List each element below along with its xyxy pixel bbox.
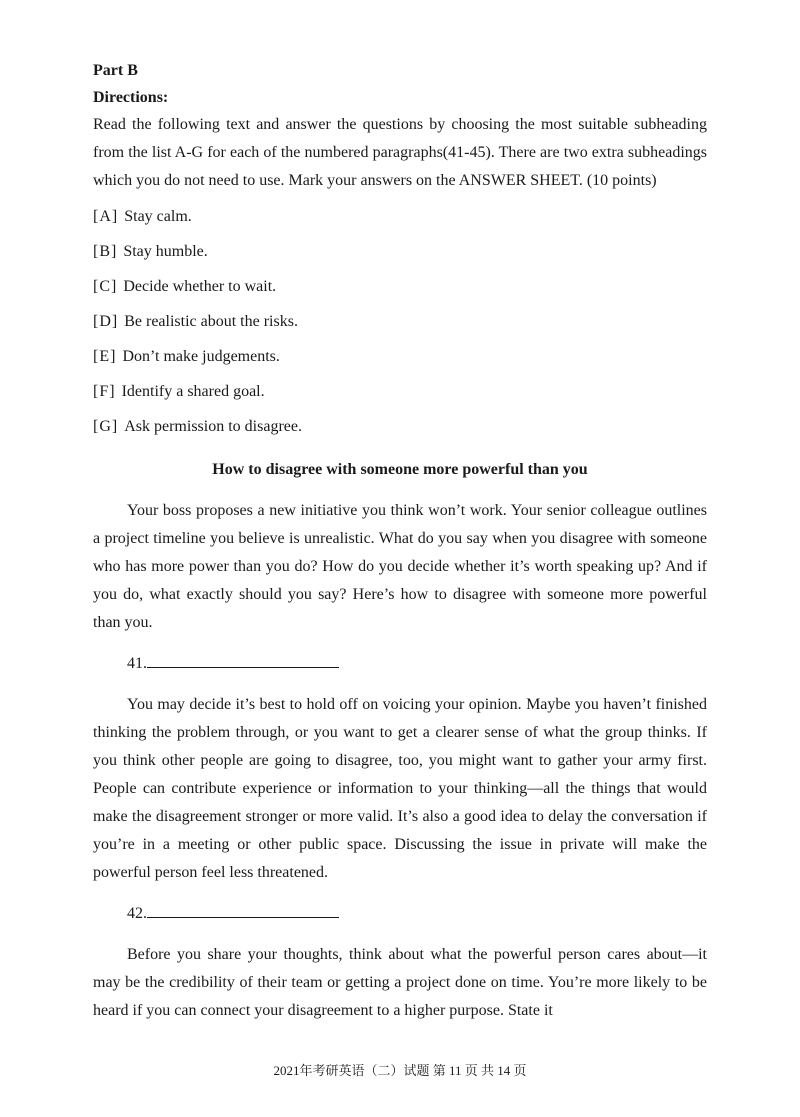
option-text: Stay humble. [123,243,208,260]
option-d [93,312,707,332]
option-letter: [C] [93,278,118,295]
article-title: How to disagree with someone more powerful than you [212,461,588,478]
option-letter: [E] [93,348,117,365]
option-c [93,277,707,297]
question-number: 42. [127,905,147,922]
blank-underline [147,903,339,918]
option-e [93,347,707,367]
option-b [93,242,707,262]
option-letter: [D] [93,313,119,330]
directions-text: Read the following text and answer the questions by choosing the most suitable subheading from the list A-G for each of the numbered paragraphs(41-45). There are two extra subheadings which you do not need to use. Mark your answers on the ANSWER SHEET. (10 points) [93,116,707,189]
option-letter: [F] [93,383,116,400]
option-text: Don’t make judgements. [122,348,280,365]
blank-underline [147,653,339,668]
paragraph-42: Before you share your thoughts, think about what the powerful person cares about—it may be the credibility of their team or getting a project done on time. You’re more likely to be heard if you can connect your disagreement to a higher purpose. State it [93,946,707,1019]
question-number: 41. [127,655,147,672]
option-text: Identify a shared goal. [121,383,265,400]
page-footer: 2021年考研英语（二）试题 第 11 页 共 14 页 [273,1063,527,1078]
exam-page [93,60,707,1025]
paragraph-41: You may decide it’s best to hold off on voicing your opinion. Maybe you haven’t finished thinking the problem through, or you want to get a clearer sense of what the group thinks. If you think other people are going to disagree, too, you might want to gather your army first. People can contribute experience or information to your thinking—all the things that would make the disagreement stronger or more valid. It’s also a good idea to delay the conversation if you’re in a meeting or other public space. Discussing the issue in private will make the powerful person feel less threatened. [93,696,707,881]
answer-blank-41[interactable] [127,653,707,675]
answer-blank-42[interactable] [127,903,707,925]
option-text: Stay calm. [124,208,192,225]
option-g [93,417,707,437]
option-a [93,207,707,227]
part-title: Part B [93,62,138,79]
option-f [93,382,707,402]
directions-label: Directions: [93,89,169,106]
intro-paragraph: Your boss proposes a new initiative you think won’t work. Your senior colleague outlines a project timeline you believe is unrealistic. What do you say when you disagree with someone who has more power than you do? How do you decide whether it’s worth speaking up? And if you do, what exactly should you say? Here’s how to disagree with someone more powerful than you. [93,502,707,631]
option-letter: [A] [93,208,119,225]
option-letter: [B] [93,243,118,260]
option-text: Decide whether to wait. [123,278,277,295]
option-text: Ask permission to disagree. [124,418,302,435]
subheading-options [93,207,707,437]
option-letter: [G] [93,418,119,435]
option-text: Be realistic about the risks. [124,313,298,330]
